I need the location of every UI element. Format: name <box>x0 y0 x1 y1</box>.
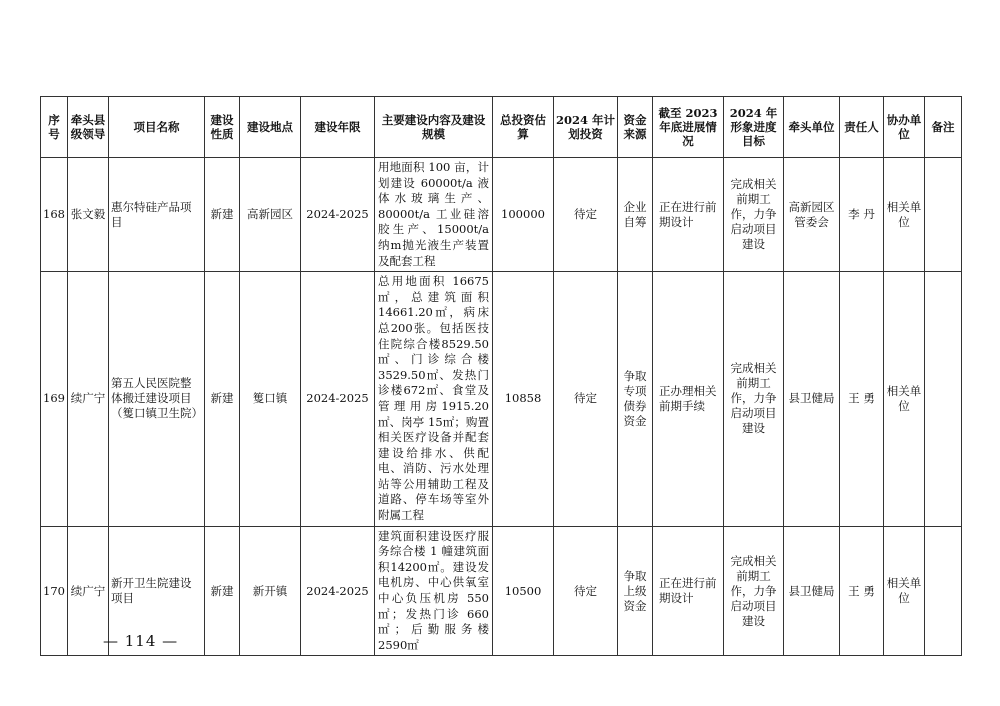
table-row <box>41 526 962 656</box>
cell-person: 王 勇 <box>840 526 884 656</box>
header-period: 建设年限 <box>301 97 375 158</box>
cell-lead-unit: 县卫健局 <box>784 272 840 527</box>
header-leader: 牵头县级领导 <box>68 97 109 158</box>
cell-progress2023: 正办理相关前期手续 <box>653 272 724 527</box>
cell-plan2024: 待定 <box>554 158 618 272</box>
cell-nature: 新建 <box>205 272 240 527</box>
header-name: 项目名称 <box>109 97 205 158</box>
cell-content: 用地面积 100 亩，计划建设 60000t/a 液体水玻璃生产、80000t/a 工业硅溶胶生产、15000t/a 纳m抛光液生产装置及配套工程 <box>375 158 493 272</box>
cell-period: 2024-2025 <box>301 272 375 527</box>
header-total: 总投资估算 <box>493 97 554 158</box>
cell-content: 总用地面积 16675㎡，总建筑面积14661.20㎡，病床总200张。包括医技住院综合楼8529.50㎡、门诊综合楼3529.50㎡、发热门诊楼672㎡、食堂及管理用房1915.20㎡、岗亭 15㎡；购置相关医疗设备并配套建设给排水、供配电、消防、污水处理站等公用辅助工程及道路、停车场等室外附属工程 <box>375 272 493 527</box>
table-row <box>41 158 962 272</box>
cell-location: 篗口镇 <box>240 272 301 527</box>
cell-assist: 相关单位 <box>884 526 925 656</box>
header-remark: 备注 <box>925 97 962 158</box>
cell-leader: 续广宁 <box>68 526 109 656</box>
cell-total: 100000 <box>493 158 554 272</box>
cell-total: 10500 <box>493 526 554 656</box>
header-fund: 资金来源 <box>618 97 653 158</box>
cell-location: 新开镇 <box>240 526 301 656</box>
cell-leader: 续广宁 <box>68 272 109 527</box>
cell-lead-unit: 县卫健局 <box>784 526 840 656</box>
cell-no: 170 <box>41 526 68 656</box>
cell-lead-unit: 高新园区管委会 <box>784 158 840 272</box>
cell-progress2023: 正在进行前期设计 <box>653 158 724 272</box>
header-content: 主要建设内容及建设规模 <box>375 97 493 158</box>
cell-content: 建筑面积建设医疗服务综合楼 1 幢建筑面积14200㎡。建设发电机房、中心供氧室中心负压机房 550㎡；发热门诊 660㎡；后勤服务楼 2590㎡ <box>375 526 493 656</box>
header-no: 序号 <box>41 97 68 158</box>
cell-remark <box>925 526 962 656</box>
cell-period: 2024-2025 <box>301 526 375 656</box>
cell-location: 高新园区 <box>240 158 301 272</box>
cell-leader: 张文毅 <box>68 158 109 272</box>
cell-name: 新开卫生院建设项目 <box>109 526 205 656</box>
cell-target2024: 完成相关前期工作，力争启动项目建设 <box>724 526 784 656</box>
cell-remark <box>925 272 962 527</box>
header-location: 建设地点 <box>240 97 301 158</box>
header-lead-unit: 牵头单位 <box>784 97 840 158</box>
table-row <box>41 272 962 527</box>
cell-person: 李 丹 <box>840 158 884 272</box>
cell-nature: 新建 <box>205 158 240 272</box>
cell-no: 169 <box>41 272 68 527</box>
header-nature: 建设性质 <box>205 97 240 158</box>
cell-no: 168 <box>41 158 68 272</box>
header-target2024: 2024 年形象进度目标 <box>724 97 784 158</box>
header-person: 责任人 <box>840 97 884 158</box>
cell-plan2024: 待定 <box>554 272 618 527</box>
cell-plan2024: 待定 <box>554 526 618 656</box>
cell-assist: 相关单位 <box>884 272 925 527</box>
project-table <box>40 96 962 656</box>
header-progress2023: 截至 2023 年底进展情况 <box>653 97 724 158</box>
cell-name: 惠尔特硅产品项目 <box>109 158 205 272</box>
cell-progress2023: 正在进行前期设计 <box>653 526 724 656</box>
header-plan2024: 2024 年计划投资 <box>554 97 618 158</box>
header-assist: 协办单位 <box>884 97 925 158</box>
cell-name: 第五人民医院整体搬迁建设项目（篗口镇卫生院） <box>109 272 205 527</box>
table-header-row <box>41 97 962 158</box>
cell-nature: 新建 <box>205 526 240 656</box>
cell-fund: 企业自筹 <box>618 158 653 272</box>
cell-period: 2024-2025 <box>301 158 375 272</box>
cell-fund: 争取专项债券资金 <box>618 272 653 527</box>
cell-remark <box>925 158 962 272</box>
cell-target2024: 完成相关前期工作，力争启动项目建设 <box>724 158 784 272</box>
cell-target2024: 完成相关前期工作，力争启动项目建设 <box>724 272 784 527</box>
page-number: — 114 — <box>103 632 179 650</box>
cell-person: 王 勇 <box>840 272 884 527</box>
cell-fund: 争取上级资金 <box>618 526 653 656</box>
cell-total: 10858 <box>493 272 554 527</box>
cell-assist: 相关单位 <box>884 158 925 272</box>
